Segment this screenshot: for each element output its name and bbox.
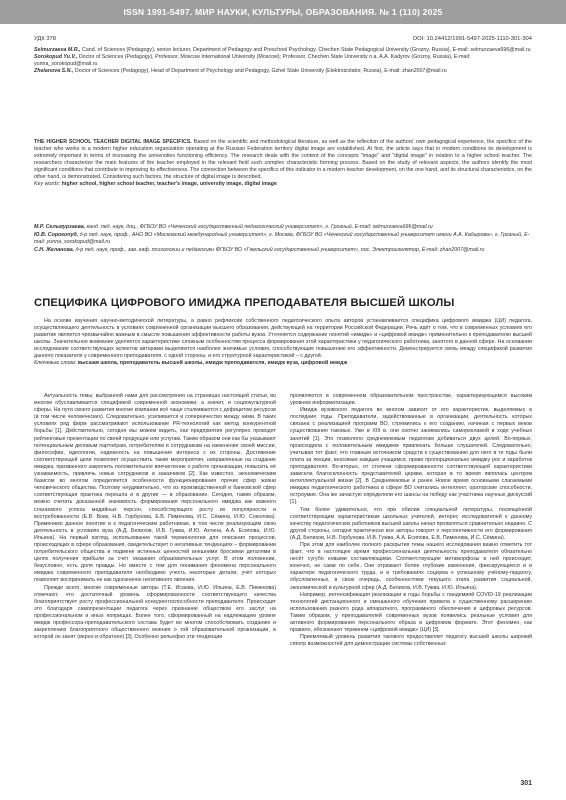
authors-ru: [34, 224, 532, 254]
paragraph: проявляются в современном образовательном пространстве, характеризующемся высоким уровнем информатизации.: [290, 393, 532, 407]
paragraph: Тем более удивительно, что при обилии специальной литературы, посвящённой соответствующим характеристикам школьных учителей, интерес исследователей к данному качеству педагогических работников высшей школы начал проявляться сравнительно недавно. С другой стороны, сегодня практически все авторы говорят о перспективности его формирования (А.Д. Белихов, Н.В. Горбунова, И.В. Гужва, А.А. Есипова, Е.В. Пименова, И.С. Сёмина).: [290, 506, 532, 541]
author-ru-name: С.Н. Желанова,: [34, 246, 75, 253]
paragraph: Актуальность темы, выбранной нами для рассмотрения на страницах настоящей статьи, во многом обуславливается спецификой современной экономики, а значит, и социокультурной сферы. На пути своего развития многие компании всё чаще сталкиваются с дефицитом ресурсов (в том числе человеческих). Следовательно, усиливается и соперничество между ними. В таких условиях ряд фирм рассматривают использование PR-технологий как метод конкурентной борьбы [1]. Действительно, сегодня мы можем видеть, как предприятия регулярно проводят рейтинговые презентации по своей продукции или услугам. Таким образом они как бы указывают потенциальным деловым партнёрам, потребителям и сотрудникам на изменение своей миссии, философии, идеологии, надежность на повышение интереса с их стороны. Достижение соответствующей цели позволяет осуществить такие мероприятия, направленные на создание имиджа, призванного закрепить положительное впечатление о работе организации, повысить её узнаваемость, привлечь новых сотрудников и заказчиков [2]. Как известно, экономическим базисом во многом определяется особенности функционирования прочих сфер жизни человеческого общества. Поэтому неудивительно, что из производственной и банковской сфер соответствующая практика перешла и в другие — в образование. Сегодня, таким образом, можно считать доказанной значимость формирования персонального имиджа как важного слагаемого успеха медийных персон, способствующего росту их популярности и востребованности (Е.В. Вовк, Н.В. Горбунова, Е.В. Пименова, И.С. Сёмина, И.Ю. Соколова). Применимо данное понятие и к педагогическим работникам, в том числе реализующим свою деятельность в условиях вуза (А.Д. Белихов, И.В. Гужва, И.Ю. Ахтина, А.А. Есипова, И.Ю. Ильина). На первый взгляд, использование такой терминологии для описания процессов, происходящих в сфере образования, свидетельствует о негативных тенденциях – формировании потребительского общества и подмене истинных ценностей внешними броскими деталями в целях получения прибыли за счёт оказания образовательных услуг. В этом положении, безусловно, есть доля правды. Но вместе с тем для понимания феномена персонального имиджа современного преподавателя необходимо учесть некоторые детали, учёт которых позволяет воспринимать не как однозначно негативного явления.: [34, 393, 276, 584]
author-en-info: Cand. of Sciences (Pedagogy), senior lecturer, Department of Pedagogy and Preschool Psychology, Chechen State Pedagogical University (Grozny, Russia), E-mail: selmurzaeva696@mail.ru: [80, 47, 531, 53]
author-en-name: Sorokopud Yu.V.,: [34, 54, 78, 61]
author-en-info: Doctor of Sciences (Pedagogy), Head of Department of Psychology and Pedagogy, Gzhel State University (Elektroizolator, Russia), E-mail: zhan2007@mail.ru: [73, 68, 447, 75]
author-ru: [34, 232, 532, 247]
paragraph: Имидж вузовского педагога во многом зависит от его характеристик, выделяемых в последние годы. Преподаватели, задействованные в организации, деятельность которых связана с реализацией программ ВО, стремились к его созданию, начиная с первых веков существования таковых. Уже в XIII в. они охотно занимались саморекламой в ходе учебных занятий [1]. Это позволяло средневековым педагогам добиваться двух целей. Во-первых, происходила с положительным имиджем привлекать больше слушателей. Следовательно, учитывая тот факт, что главным источником средств к существованию для него в те годы были плата за лекции, вносимая каждым учащимся, право пропорционально имиджу рос и заработок преподавателя. Во-вторых, от степени сформированности соответствующей характеристики зависела благосклонность представителей церкви, которая в то время являлась центром интеллектуальной жизни [2]. В Средневековье и ранее Новое время основными слагаемыми имиджа педагогического работника в сфере ВО считались интеллект, ораторские способности, остроумие. Она же зачастую определяли его шансы на победу как участника научных дискуссий [1].: [290, 407, 532, 506]
paragraph: Прежде всего, многие современные авторы (Т.Е. Исаева, И.Ю. Ильина, Е.В. Пименова) отмечают, что достаточный уровень сформированности соответствующего качества благоприятствует росту профессиональной конкурентоспособности преподавателя. Происходит это благодаря самопрезентации педагога через признание обществом его заслуг на профессиональном и иных поприщах. Более того, сформированный на надлежащем уровне имидж профессора-преподавательского состава будет во многом способствовать созданию и закреплению благоприятного общественного мнения о той образовательной организации, в которой он занят (верно и обратное) [3]. Особенно рельефно эти тенденции: [34, 584, 276, 641]
author-ru: [34, 224, 532, 232]
paragraph: Приемлемый уровень развития такового предоставляет педагогу высшей школы широкий спектр возможностей для демонстрации системы собственных: [290, 634, 532, 648]
authors-en: [34, 47, 532, 75]
abstract-en-body: Based on the scientific and methodological literature, as well as the reflection of the authors' own pedagogical experience, the specifics of the teacher who works in a modern higher education organization operating at the Russian Federation territory digital image are established. At first, the article says that in modern conditions its development is extremely important in terms of increasing the universities functioning efficiency. The research deals with the content of the concepts "image" and "digital image" in relation to a higher school teacher. The researchers characterize the main features of the teacher employed in the relevant field such complex characteristic forming process. Based on the study of relevant aspects, the authors identify the most significant conditions that contribute to improving its effectiveness. The connection between the specifics of this indicator in a modern teacher development, on the one hand, and its structural characteristics, on the other hand, is demonstrated. Considering such factors, the structure of digital image is described.: [34, 139, 533, 181]
author-en-name: Selmurzaeva M.R.,: [34, 47, 81, 53]
author-ru-name: М.Р. Сельмурзаева,: [34, 224, 86, 230]
journal-header: [0, 0, 566, 24]
author-en: [34, 68, 532, 75]
author-en: [34, 47, 532, 54]
journal-title: ISSN 1991-5497. МИР НАУКИ, КУЛЬТУРЫ, ОБРАЗОВАНИЯ. № 1 (110) 2025: [123, 7, 443, 17]
author-en-name: Zhelanova S.N.,: [34, 68, 74, 75]
meta-row: [34, 36, 532, 42]
author-ru-info: канд. пед. наук, доц., ФГБОУ ВО «Чеченский государственный педагогический университет», г. Грозный, E-mail: selmurzaeva696@mail.ru: [85, 224, 433, 230]
abstract-ru: [34, 318, 532, 367]
keywords-en-label: Key words:: [34, 181, 61, 188]
abstract-en: [34, 139, 532, 188]
keywords-ru-label: Ключевые слова:: [34, 360, 77, 367]
keywords-en: higher school, higher school teacher, teacher's image, university image, digital image: [60, 181, 277, 188]
udk-code: УДК 378: [34, 36, 57, 42]
article-title: СПЕЦИФИКА ЦИФРОВОГО ИМИДЖА ПРЕПОДАВАТЕЛЯ ВЫСШЕЙ ШКОЛЫ: [34, 297, 455, 309]
author-ru: [34, 247, 532, 255]
abstract-ru-body: На основе изучения научно-методической литературы, а равно рефлексии собственного педагогического опыта авторов устанавливается специфика цифрового имиджа (ЦИ) педагога, осуществляющего деятельность в условиях современной организации высшего образования, действующей на территории Российской Федерации. Речь идёт о том, что в современных условиях его развитие является чрезвычайно важным в смысле повышения эффективности работы вузов. Уточняется содержание понятий «имидж» и «цифровой имидж» применительно к преподавателю высшей школы. Значительное внимание уделяется характеристике сложным особенностям процесса формирования этой характеристики у педагогического работника, занятого в данной сфере. На основании исследования соответствующих аспектов авторами выделяются наиболее значимые условия, способствующие повышению его эффективности. Демонстрируется связь между спецификой развития данного показателя у современного преподавателя, с одной стороны, и его структурной характеристикой – с другой.: [34, 318, 532, 360]
doi: DOI: 10.24412/1991-5497-2025-1110-301-304: [412, 36, 532, 42]
page-number: 301: [520, 780, 532, 787]
paragraph: При этом для наиболее полного раскрытия темы нашего исследования важно отметить тот факт, что в настоящее время профессиональная деятельность преподавателя обязательно несёт сугубо новыми составляющими. Соответствующие метаморфозы в ней происходит, конечно, не сами по себе. Они отражают более глубокие изменения, фиксирующиеся и в характере педагогического труда, и в требованиях социума к успешному учёному-педагогу, обусловленных, в свою очередь, особенностями текущего этапа развития социальной, экономической и культурной сфер (А.Д. Белихов, И.В. Гужва, И.Ю. Ильина).: [290, 541, 532, 591]
author-en-info: Doctor of Sciences (Pedagogy), Professor, Moscow International University (Moscow); Professor, Chechen State University n.a. A.A. Kadyrov (Grozny, Russia), E-mail: yunna_sorokopud@mail.ru: [34, 54, 471, 68]
paragraph: Например, интенсификация реализации в годы борьбы с пандемией COVID-19 реализации технологий дистанционного и смешанного обучения привела к существенному расширению использования разного рода аппаратного, программного обеспечения и цифровых ресурсов. Таким образом, у преподавателей современных вузов появились реальные условия для активного формирования персонального образа в цифровом формате. Этот феномен, как правило, обозначают термином «цифровой имидж» (ЦИ) [3].: [290, 591, 532, 634]
author-ru-info: д-р пед. наук, проф., зав. каф. психологии и педагогики ФГБОУ ВО «Гжельский государственный университет», пос. Электроизолятор, E-mail: zhan2007@mail.ru: [74, 246, 485, 253]
author-en: [34, 54, 532, 68]
author-ru-info: д-р пед. наук, проф., АНО ВО «Московский международный университет», г. Москва, ФГБОУ ВО «Чеченский государственный университет имени А.А. Кадырова», г. Грозный, E-mail: yunna_sorokopud@mail.ru: [34, 231, 530, 246]
author-ru-name: Ю.В. Сорокопуд,: [34, 231, 79, 238]
body-column-left: [34, 393, 276, 771]
abstract-en-title: THE HIGHER SCHOOL TEACHER DIGITAL IMAGE SPECIFICS.: [34, 139, 192, 145]
keywords-ru: высшая школа, преподаватель высшей школы, имидж преподавателя, имидж вуза, цифровой имидж: [76, 360, 348, 367]
body-column-right: [290, 393, 532, 771]
